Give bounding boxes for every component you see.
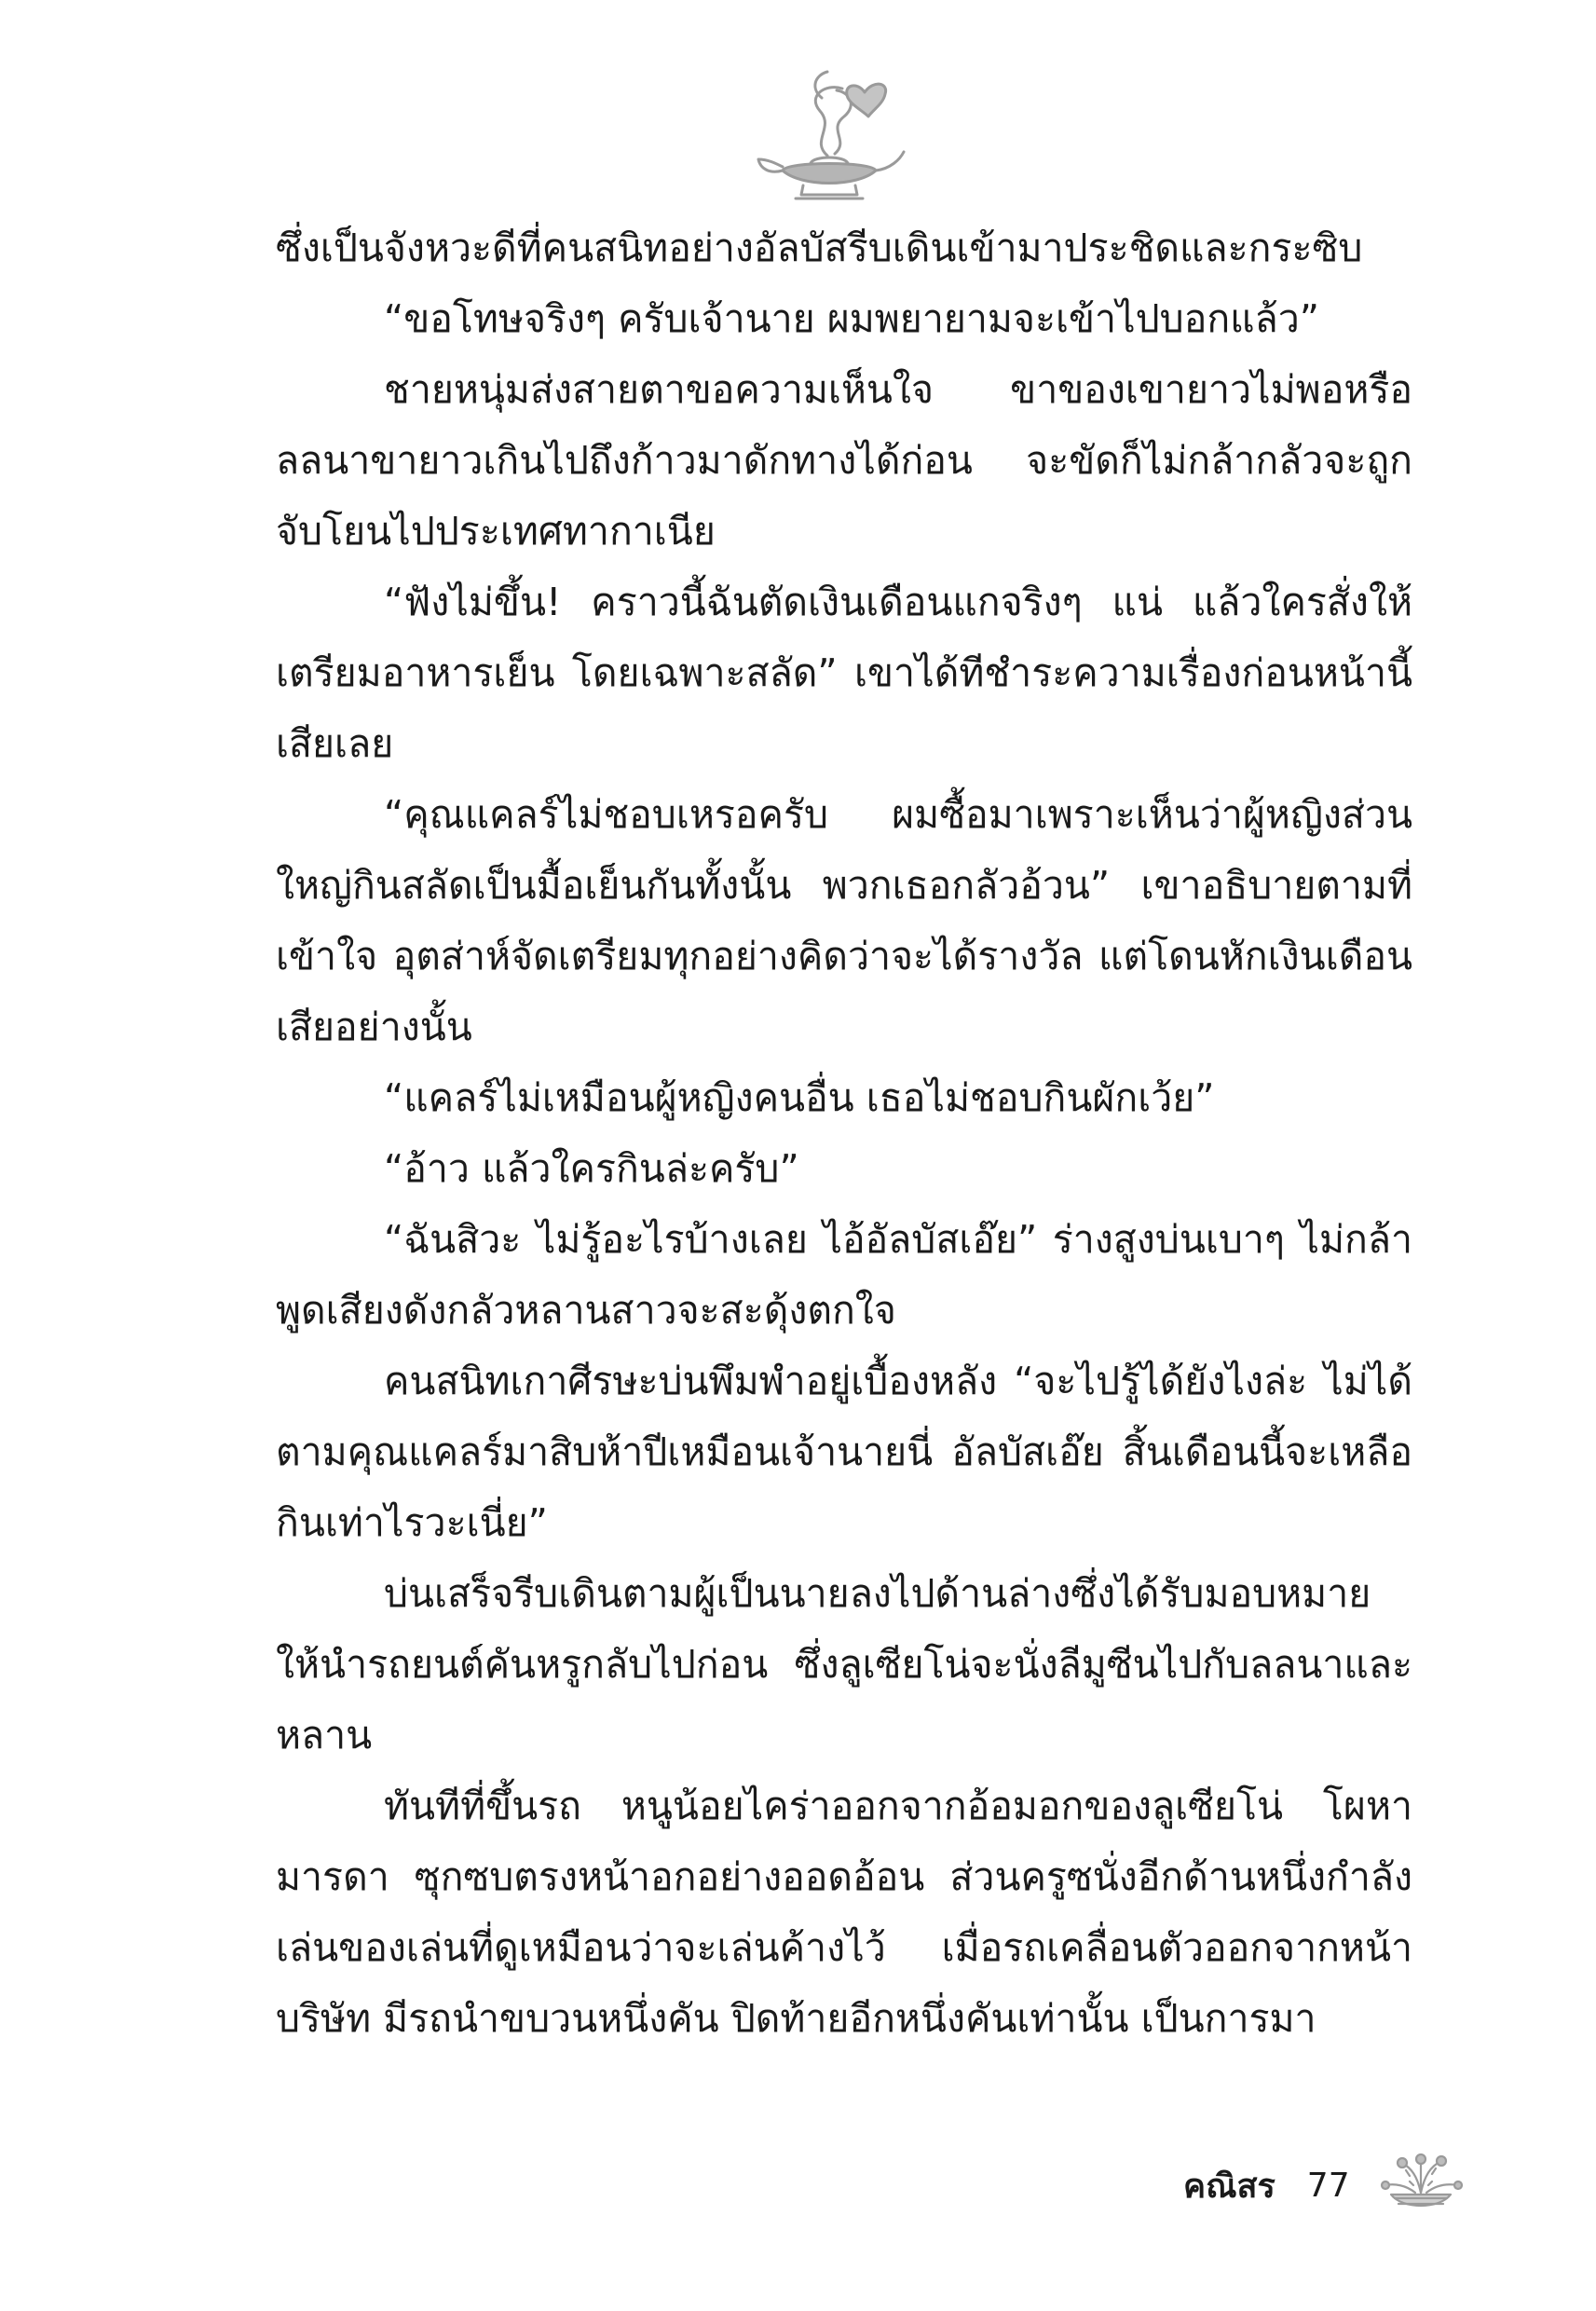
paragraph: “ฉันสิวะ ไม่รู้อะไรบ้างเลย ไอ้อัลบัสเอ๊ย” ร่างสูงบ่นเบาๆ ไม่กล้าพูดเสียงดังกลัวหลานสาวจะสะดุ้งตกใจ (276, 1217, 1412, 1333)
paragraph: “อ้าว แล้วใครกินล่ะครับ” (384, 1146, 799, 1191)
paragraph-continuation: ซึ่งเป็นจังหวะดีที่คนสนิทอย่างอัลบัสรีบเดินเข้ามาประชิดและกระซิบ (276, 226, 1363, 270)
paragraph: “แคลร์ไม่เหมือนผู้หญิงคนอื่น เธอไม่ชอบกินผักเว้ย” (384, 1075, 1215, 1120)
genie-lamp-icon (745, 51, 913, 210)
book-title: คณิสร (1183, 2167, 1275, 2206)
paragraph: “คุณแคลร์ไม่ชอบเหรอครับ ผมซื้อมาเพราะเห็นว่าผู้หญิงส่วนใหญ่กินสลัดเป็นมื้อเย็นกันทั้งนั้น พวกเธอกลัวอ้วน” เขาอธิบายตามที่เข้าใจ อุตส่าห์จัดเตรียมทุกอย่างคิดว่าจะได้รางวัล แต่โดนหักเงินเดือนเสียอย่างนั้น (276, 792, 1412, 1049)
paragraph: บ่นเสร็จรีบเดินตามผู้เป็นนายลงไปด้านล่างซึ่งได้รับมอบหมายให้นำรถยนต์คันหรูกลับไปก่อน ซึ่งลูเซียโน่จะนั่งลีมูซีนไปกับลลนาและหลาน (276, 1571, 1412, 1757)
page-number: 77 (1306, 2166, 1350, 2205)
paragraph: ชายหนุ่มส่งสายตาขอความเห็นใจ ขาของเขายาวไม่พอหรือลลนาขายาวเกินไปถึงก้าวมาดักทางได้ก่อน จะขัดก็ไม่กล้ากลัวจะถูกจับโยนไปประเทศทากาเนีย (276, 367, 1412, 554)
body-text (276, 212, 1412, 2054)
flower-basket-icon (1374, 2148, 1467, 2222)
page-footer (1183, 2143, 1467, 2227)
paragraph: “ขอโทษจริงๆ ครับเจ้านาย ผมพยายามจะเข้าไปบอกแล้ว” (384, 296, 1319, 341)
paragraph: คนสนิทเกาศีรษะบ่นพึมพำอยู่เบื้องหลัง “จะไปรู้ได้ยังไงล่ะ ไม่ได้ตามคุณแคลร์มาสิบห้าปีเหมือนเจ้านายนี่ อัลบัสเอ๊ย สิ้นเดือนนี้จะเหลือกินเท่าไรวะเนี่ย” (276, 1359, 1412, 1545)
paragraph: “ฟังไม่ขึ้น! คราวนี้ฉันตัดเงินเดือนแกจริงๆ แน่ แล้วใครสั่งให้เตรียมอาหารเย็น โดยเฉพาะสลัด” เขาได้ทีชำระความเรื่องก่อนหน้านี้เสียเลย (276, 580, 1412, 766)
paragraph: ทันทีที่ขึ้นรถ หนูน้อยไคร่าออกจากอ้อมอกของลูเซียโน่ โผหามารดา ซุกซบตรงหน้าอกอย่างออดอ้อน ส่วนครูซนั่งอีกด้านหนึ่งกำลังเล่นของเล่นที่ดูเหมือนว่าจะเล่นค้างไว้ เมื่อรถเคลื่อนตัวออกจากหน้าบริษัท มีรถนำขบวนหนึ่งคัน ปิดท้ายอีกหนึ่งคันเท่านั้น เป็นการมา (276, 1784, 1412, 2041)
